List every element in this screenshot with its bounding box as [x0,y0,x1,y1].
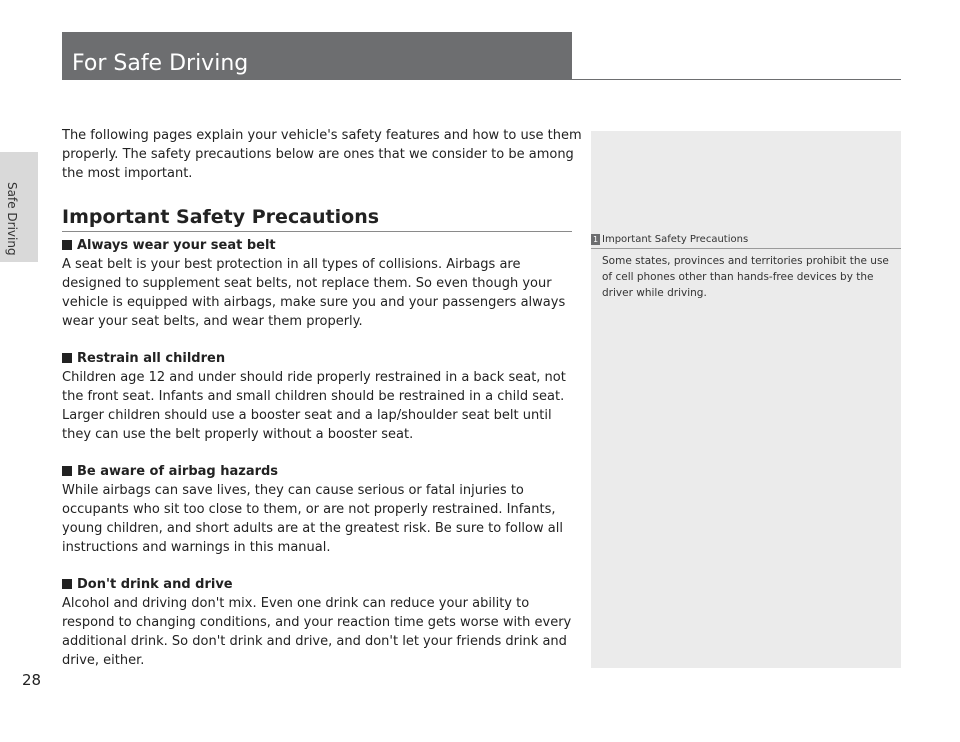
precautions-list [62,236,582,688]
section-rule [62,231,572,232]
intro-paragraph: The following pages explain your vehicle's safety features and how to use them properly. The safety precautions below are ones that we consider to be among the most important. [62,128,582,181]
precaution-heading [62,349,582,368]
square-bullet-icon [62,353,72,363]
title-bar [62,32,572,80]
precaution-body: While airbags can save lives, they can cause serious or fatal injuries to occupants who sit too close to them, or are not properly restrained. Infants, young children, and short adults are at the greatest risk. Be sure to follow all instructions and warnings in this manual. [62,483,563,555]
precaution-heading [62,575,582,594]
page-number: 28 [22,671,42,689]
side-tab-label: Safe Driving [5,182,19,256]
side-note-body: Some states, provinces and territories prohibit the use of cell phones other than hands-free devices by the driver while driving. [602,255,889,299]
note-marker-icon: 1 [592,235,599,244]
precaution-body: Alcohol and driving don't mix. Even one drink can reduce your ability to respond to changing conditions, and your reaction time gets worse with every additional drink. So don't drink and drive, and don't let your friends drink and drive, either. [62,596,572,668]
side-note-header [591,232,901,249]
page-title: For Safe Driving [72,51,249,76]
square-bullet-icon [62,579,72,589]
precaution-heading-text: Don't drink and drive [77,577,233,592]
precaution-heading [62,462,582,481]
precaution-item [62,575,582,670]
side-note-box [591,131,901,668]
precaution-body: A seat belt is your best protection in all types of collisions. Airbags are designed to supplement seat belts, not replace them. So even though your vehicle is equipped with airbags, make sure you and your passengers always wear your seat belts, and wear them properly. [62,257,566,329]
precaution-body: Children age 12 and under should ride properly restrained in a back seat, not the front seat. Infants and small children should be restrained in a child seat. Larger children should use a booster seat and a lap/shoulder seat belt until they can use the belt properly without a booster seat. [62,370,566,442]
section-heading: Important Safety Precautions [62,206,380,228]
precaution-item [62,462,582,557]
precaution-item [62,236,582,331]
precaution-heading-text: Always wear your seat belt [77,238,276,253]
title-rule [572,79,901,80]
side-note-title: Important Safety Precautions [602,234,749,245]
precaution-heading [62,236,582,255]
precaution-heading-text: Restrain all children [77,351,226,366]
square-bullet-icon [62,466,72,476]
precaution-heading-text: Be aware of airbag hazards [77,464,279,479]
precaution-item [62,349,582,444]
square-bullet-icon [62,240,72,250]
